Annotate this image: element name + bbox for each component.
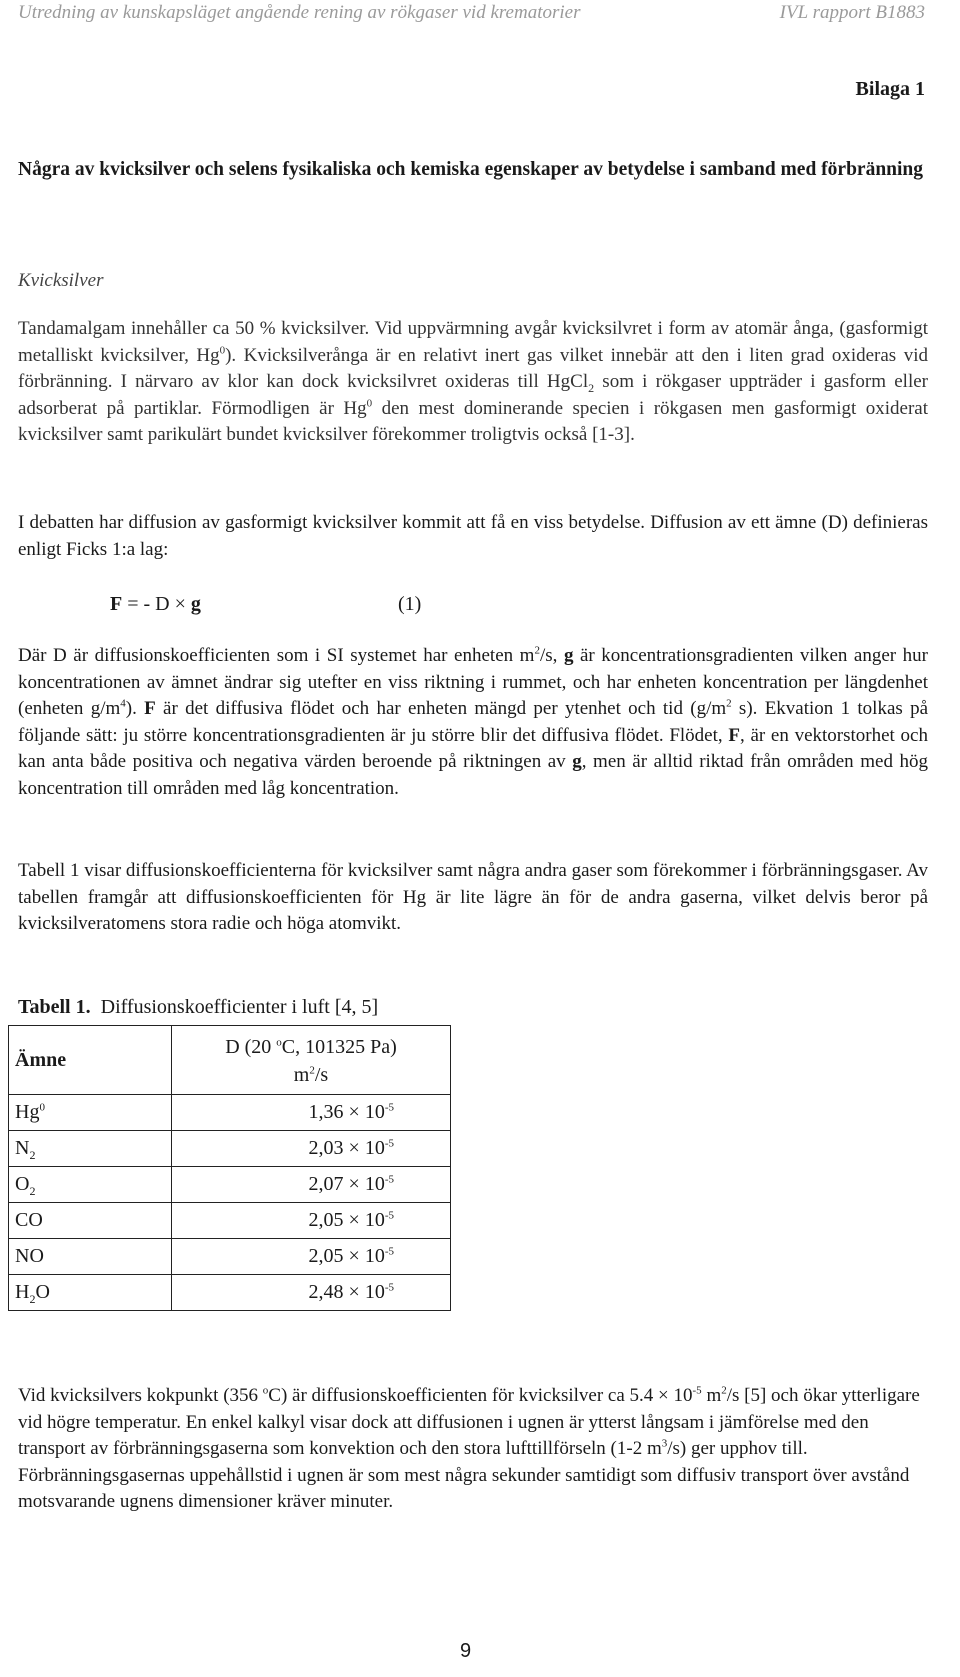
table-row [9, 1131, 451, 1167]
diffusion-coefficients-table [8, 1025, 451, 1311]
ficks-law-formula: F = - D × g [110, 593, 201, 615]
paragraph-diffusion-intro: I debatten har diffusion av gasformigt kvicksilver kommit att få en viss betydelse. Diffusion av ett ämne (D) definieras enligt Ficks 1:a lag: [18, 512, 928, 560]
table-row [9, 1167, 451, 1203]
cell-coefficient: $2,03 \times 10^{-5}$ [172, 1131, 451, 1167]
cell-substance: $H_2O$ [9, 1275, 172, 1311]
cell-substance: $N_2$ [9, 1131, 172, 1167]
paragraph-table-intro: Tabell 1 visar diffusionskoefficienterna för kvicksilver samt några andra gaser som förekommer i förbränningsgaser. Av tabellen framgår att diffusionskoefficienten för Hg är lite lägre än för de andra gaserna, vilket delvis beror på kvicksilveratomens stora radie och höga atomvikt. [18, 860, 928, 934]
table-row [9, 1095, 451, 1131]
paragraph-boiling-point: Vid kvicksilvers kokpunkt (356 $^o$C) är diffusionskoefficienten för kvicksilver ca $5.4 \times 10^{-5}$ $m^2/s$ [5] och ökar ytterligare vid högre temperatur. En enkel kalkyl visar dock att diffusionen i ugnen är ytterst långsam i jämförelse med den transport av förbränningsgaserna som konvektion och den stora lufttillförseln (1-2 $m^3/s$) ger upphov till. Förbränningsgasernas uppehållstid i ugnen är som mest några sekunder samtidigt som diffusiv transport över avstånd motsvarande ugnens dimensioner kräver minuter. [18, 1384, 920, 1512]
table-row [9, 1239, 451, 1275]
cell-substance: Hg$^0$ [9, 1095, 172, 1131]
document-title: Några av kvicksilver och selens fysikaliska och kemiska egenskaper av betydelse i samband med förbränning [18, 159, 924, 180]
equation-number: (1) [398, 593, 422, 615]
paragraph-diffusion-definition: Där D är diffusionskoefficienten som i SI systemet har enheten $m^2/s$, g är koncentrationsgradienten vilken anger hur koncentrationen av ämnet ändrar sig utefter en viss riktning i rummet, och har enheten koncentration per längdenhet (enheten $g/m^4$). F är det diffusiva flödet och har enheten mängd per ytenhet och tid ($g/m^2$ s). Ekvation 1 tolkas på följande sätt: ju större koncentrationsgradienten är ju större blir det diffusiva flödet. Flödet, F, är en vektorstorhet och kan anta både positiva och negativa värden beroende på riktningen av g, men är alltid riktad från områden med hög koncentration till områden med låg koncentration. [18, 644, 929, 799]
cell-coefficient: $2,05 \times 10^{-5}$ [172, 1239, 451, 1275]
cell-coefficient: $2,07 \times 10^{-5}$ [172, 1167, 451, 1203]
table-row [9, 1275, 451, 1311]
header-substance: Ämne [9, 1026, 172, 1095]
cell-coefficient: $1,36 \times 10^{-5}$ [172, 1095, 451, 1131]
table-row [9, 1203, 451, 1239]
running-header-title: Utredning av kunskapsläget angående rening av rökgaser vid krematorier [18, 2, 581, 23]
page-number: 9 [460, 1640, 472, 1662]
cell-coefficient: $2,48 \times 10^{-5}$ [172, 1275, 451, 1311]
table-caption: Tabell 1. Diffusionskoefficienter i luft [4, 5] [18, 996, 379, 1018]
cell-substance: $O_2$ [9, 1167, 172, 1203]
section-heading: Kvicksilver [18, 270, 104, 291]
table-header-row [9, 1026, 451, 1095]
header-coefficient: D (20 $^o$C, 101325 Pa) $m^2/s$ [172, 1026, 451, 1095]
appendix-label: Bilaga 1 [855, 78, 925, 100]
cell-substance: NO [9, 1239, 172, 1275]
paragraph-amalgam: Tandamalgam innehåller ca 50 % kvicksilver. Vid uppvärmning avgår kvicksilvret i form av atomär ånga, (gasformigt metalliskt kvicksilver, Hg$^0$). Kvicksilverånga är en relativt inert gas vilket innebär att den i liten grad oxideras vid förbränning. I närvaro av klor kan dock kvicksilvret oxideras till HgCl$_2$ som i rökgaser uppträder i gasform eller adsorberat på partiklar. Förmodligen är Hg$^0$ den mest dominerande specien i rökgasen men gasformigt oxiderat kvicksilver samt parikulärt bundet kvicksilver förekommer troligtvis också [1-3]. [18, 318, 928, 445]
running-header-report-id: IVL rapport B1883 [779, 2, 925, 23]
cell-substance: CO [9, 1203, 172, 1239]
cell-coefficient: $2,05 \times 10^{-5}$ [172, 1203, 451, 1239]
